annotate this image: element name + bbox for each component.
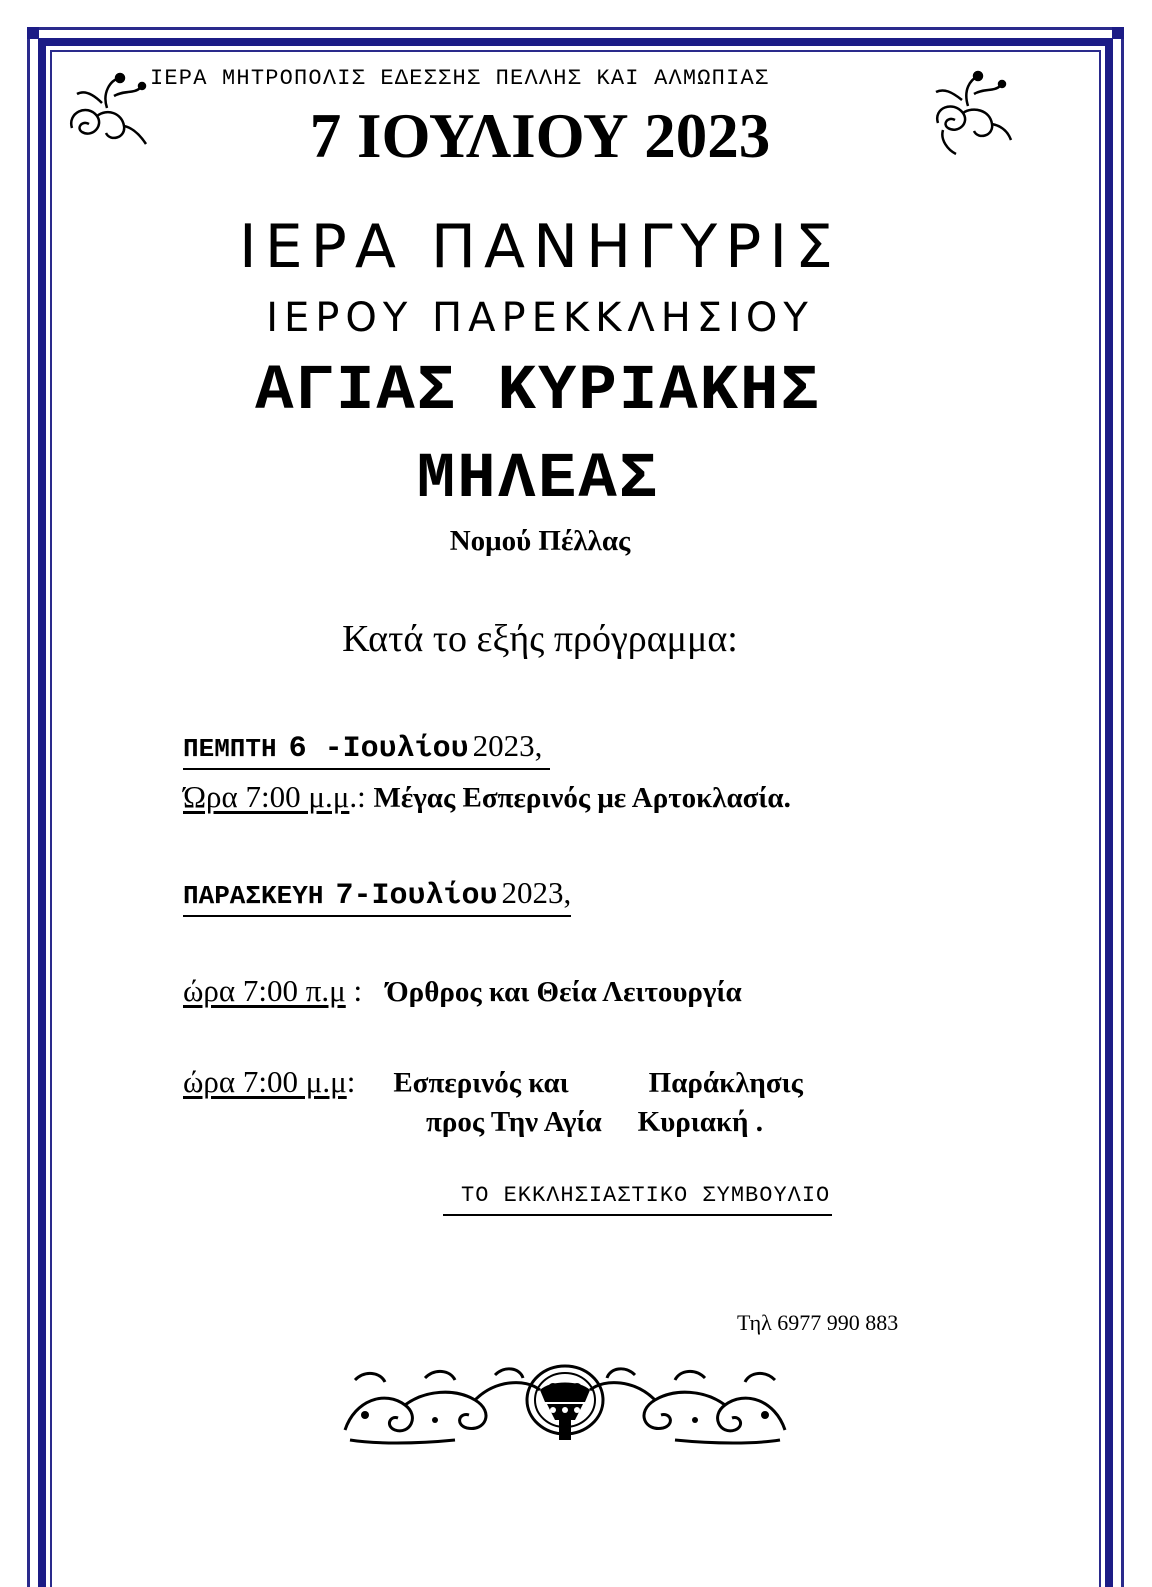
day1-event1 <box>183 779 791 815</box>
corner-square <box>27 27 39 39</box>
event-time: Ώρα 7:00 μ.μ <box>183 779 350 814</box>
title-village: ΜΗΛΕΑΣ <box>416 444 660 516</box>
event-separator: .: <box>349 779 374 814</box>
day1-year: 2023, <box>472 728 543 763</box>
event-text: Όρθρος και Θεία Λειτουργία <box>386 976 742 1008</box>
day1-heading <box>183 728 550 770</box>
event-separator: : <box>345 973 363 1008</box>
title-panigyris: ΙΕΡΑ ΠΑΝΗΓΥΡΙΣ <box>239 212 841 282</box>
day2-heading <box>183 875 571 917</box>
event-time: ώρα 7:00 μ.μ <box>183 1064 347 1099</box>
day2-event1 <box>183 973 742 1009</box>
event-text-b: Παράκλησις <box>648 1067 803 1099</box>
event-time: ώρα 7:00 π.μ <box>183 973 346 1008</box>
day2-event2-continued <box>426 1106 763 1139</box>
day2-event2 <box>183 1064 803 1100</box>
program-intro: Κατά το εξής πρόγραμμα: <box>342 618 738 660</box>
title-chapel: ΙΕΡΟΥ ΠΑΡΕΚΚΛΗΣΙΟΥ <box>266 295 814 341</box>
day2-date: 7-Ιουλίου <box>335 879 498 913</box>
feast-date-heading: 7 ΙΟΥΛΙΟΥ 2023 <box>309 101 771 171</box>
signature-council: ΤΟ ΕΚΚΛΗΣΙΑΣΤΙΚΟ ΣΥΜΒΟΥΛΙΟ <box>443 1183 832 1216</box>
event-text-d: Κυριακή . <box>637 1106 764 1138</box>
day2-name: ΠΑΡΑΣΚΕΥΗ <box>183 881 324 911</box>
day1-date: 6 -Ιουλίου <box>288 732 469 766</box>
event-text-a: Εσπερινός και <box>393 1067 569 1099</box>
event-separator: : <box>346 1064 356 1099</box>
day2-year: 2023, <box>501 875 572 910</box>
metropolis-header: ΙΕΡΑ ΜΗΤΡΟΠΟΛΙΣ ΕΔΕΣΣΗΣ ΠΕΛΛΗΣ ΚΑΙ ΑΛΜΩΠΙΑΣ <box>150 66 770 91</box>
title-prefecture: Νομού Πέλλας <box>449 525 631 557</box>
corner-square <box>1112 27 1124 39</box>
event-text: Μέγας Εσπερινός με Αρτοκλασία. <box>373 782 791 814</box>
day1-name: ΠΕΜΠΤΗ <box>183 734 277 764</box>
byzantine-eagle-ornament-icon <box>335 1360 795 1448</box>
title-saint-name: ΑΓΙΑΣ ΚΥΡΙΑΚΗΣ <box>255 356 821 428</box>
contact-phone: Τηλ 6977 990 883 <box>737 1310 899 1335</box>
event-text-c: προς Την Αγία <box>426 1106 602 1138</box>
